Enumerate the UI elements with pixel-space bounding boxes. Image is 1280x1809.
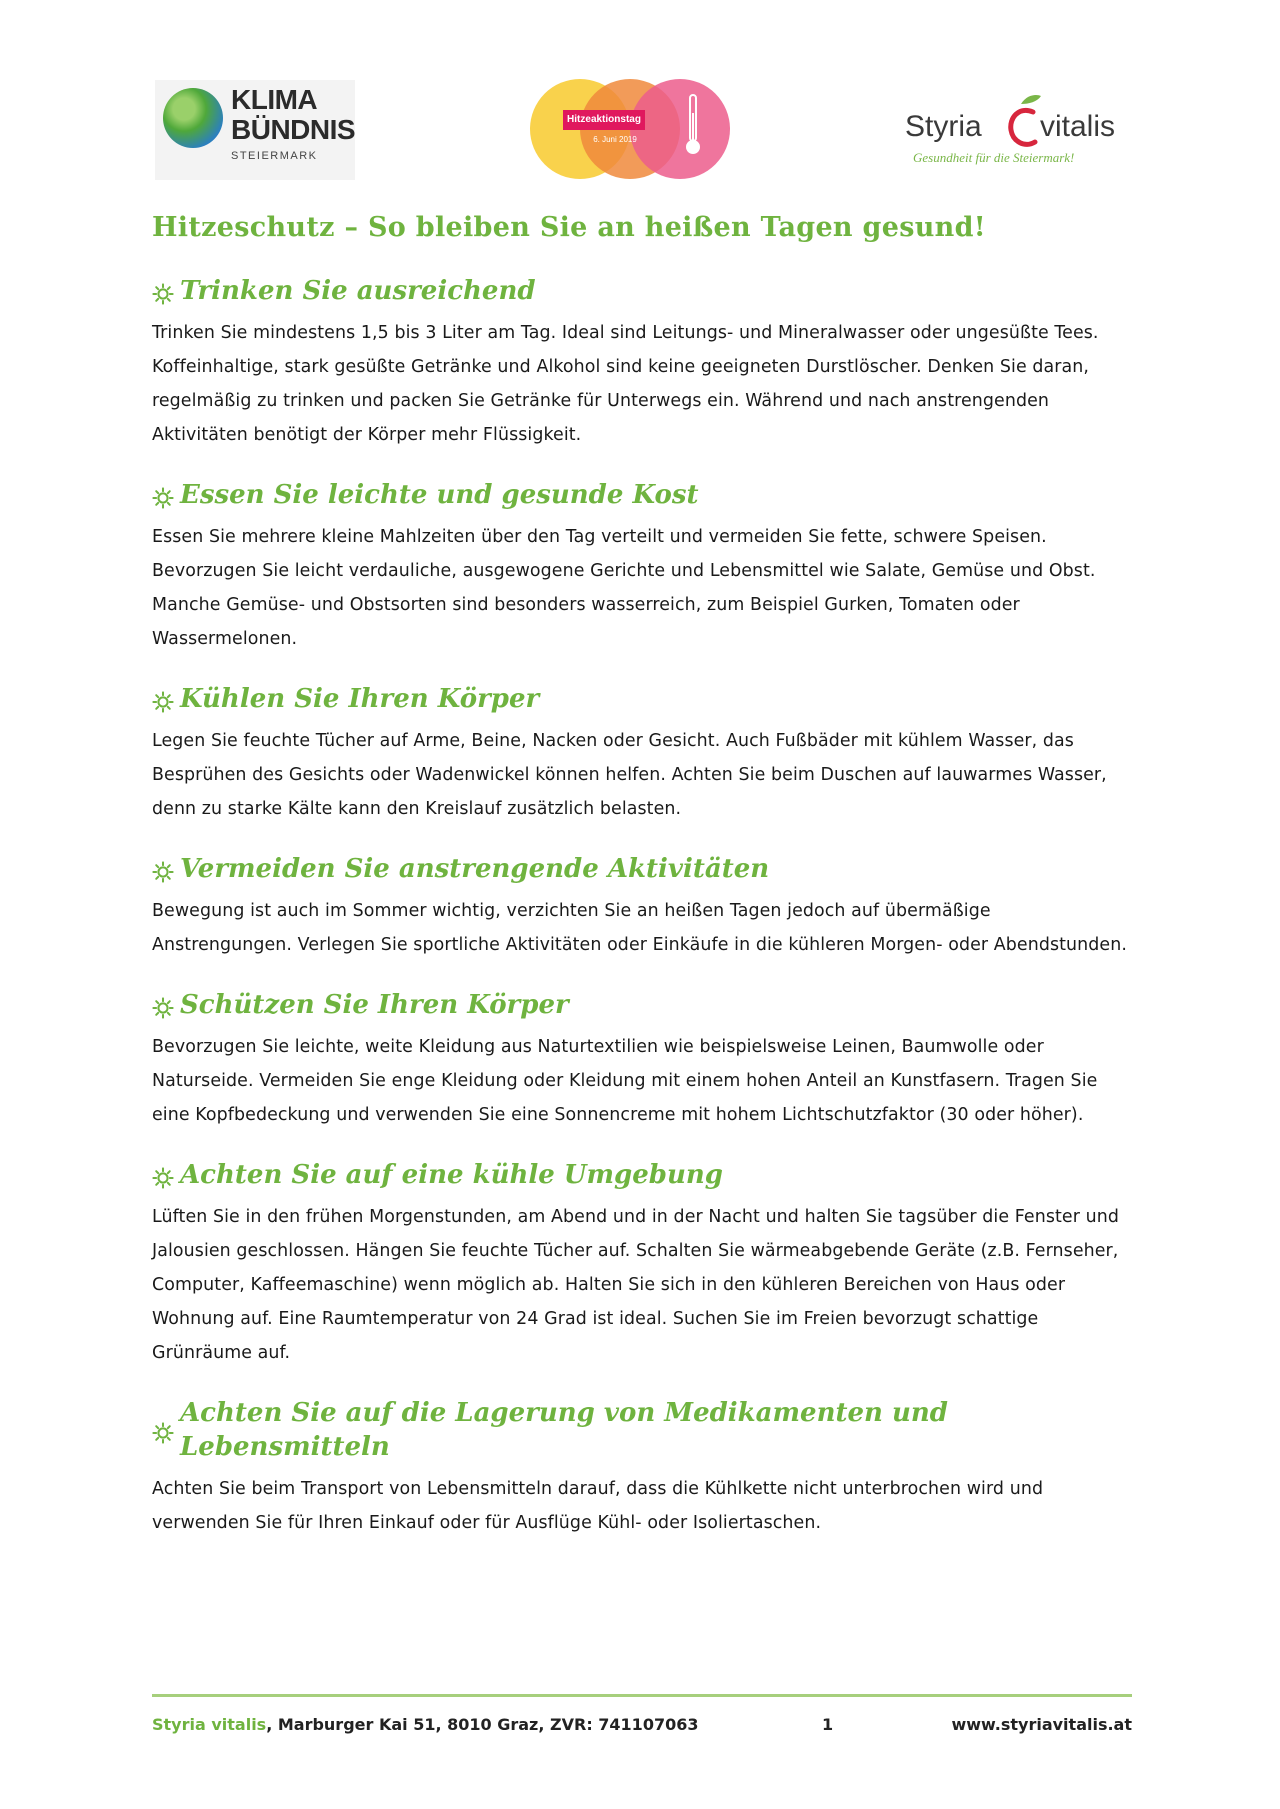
section [152,682,1132,826]
document-body [152,208,1132,1540]
footer-address: , Marburger Kai 51, 8010 Graz, ZVR: 741107063 [266,1715,699,1734]
globe-icon [163,88,223,148]
vitalis-logo-word: vitalis [1040,110,1116,143]
section-heading [152,988,1132,1022]
footer-address-line [152,1710,698,1740]
styria-tagline: Gesundheit für die Steiermark! [913,150,1075,165]
hitzeaktionstag-logo [525,75,730,180]
klima-logo-line1: KLIMA [231,84,318,115]
section-heading [152,1396,1132,1464]
section [152,274,1132,452]
section-text: Bevorzugen Sie leichte, weite Kleidung aus Naturtextilien wie beispielsweise Leinen, Baumwolle oder Naturseide. Vermeiden Sie enge Kleidung oder Kleidung mit einem hohen Anteil an Kunstfasern. Tragen Sie eine Kopfbedeckung und verwenden Sie eine Sonnencreme mit hohem Lichtschutzfaktor (30 oder höher). [152,1037,1098,1125]
section-text: Achten Sie beim Transport von Lebensmitteln darauf, dass die Kühlkette nicht unterbrochen wird und verwenden Sie für Ihren Einkauf oder für Ausflüge Kühl- oder Isoliertaschen. [152,1479,1044,1533]
styria-vitalis-logo [905,82,1125,172]
section-heading [152,1158,1132,1192]
section-heading [152,852,1132,886]
section-text: Legen Sie feuchte Tücher auf Arme, Beine, Nacken oder Gesicht. Auch Fußbäder mit kühlem Wasser, das Besprühen des Gesichts oder Wadenwickel können helfen. Achten Sie beim Duschen auf lauwarmes Wasser, denn zu starke Kälte kann den Kreislauf zusätzlich belasten. [152,731,1107,819]
section [152,478,1132,656]
sun-icon [152,280,174,302]
footer [152,1710,1132,1740]
styria-logo-word: Styria [905,110,982,143]
page-title: Hitzeschutz – So bleiben Sie an heißen Tagen gesund! [152,212,986,243]
sun-icon [152,994,174,1016]
page-number: 1 [822,1715,834,1734]
section-heading-text: Achten Sie auf eine kühle Umgebung [180,1160,723,1190]
sun-icon [152,1419,174,1441]
apple-icon [1007,92,1043,148]
section-heading-text: Kühlen Sie Ihren Körper [180,684,540,714]
section [152,988,1132,1132]
header [0,0,1280,190]
sun-icon [152,858,174,880]
section [152,852,1132,962]
section-heading-text: Achten Sie auf die Lagerung von Medikamenten und Lebensmitteln [180,1398,948,1462]
section-heading [152,682,1132,716]
section-text: Trinken Sie mindestens 1,5 bis 3 Liter am Tag. Ideal sind Leitungs- und Mineralwasser oder ungesüßte Tees. Koffeinhaltige, stark gesüßte Getränke und Alkohol sind keine geeigneten Durstlöscher. Denken Sie daran, regelmäßig zu trinken und packen Sie Getränke für Unterwegs ein. Während und nach anstrengenden Aktivitäten benötigt der Körper mehr Flüssigkeit. [152,323,1099,445]
footer-website: www.styriavitalis.at [951,1715,1132,1734]
section [152,1396,1132,1540]
sections-list [152,274,1132,1540]
section-heading-text: Trinken Sie ausreichend [180,276,536,306]
logo-circle-pink [630,79,730,179]
section-heading [152,274,1132,308]
sun-icon [152,484,174,506]
section-text: Essen Sie mehrere kleine Mahlzeiten über den Tag verteilt und vermeiden Sie fette, schwere Speisen. Bevorzugen Sie leicht verdauliche, ausgewogene Gerichte und Lebensmittel wie Salate, Gemüse und Obst. Manche Gemüse- und Obstsorten sind besonders wasserreich, zum Beispiel Gurken, Tomaten oder Wassermelonen. [152,527,1096,649]
footer-brand: Styria vitalis [152,1715,267,1734]
section-heading-text: Schützen Sie Ihren Körper [180,990,569,1020]
section-heading-text: Essen Sie leichte und gesunde Kost [180,480,699,510]
section-heading-text: Vermeiden Sie anstrengende Aktivitäten [180,854,770,884]
sun-icon [152,688,174,710]
hitze-date: 6. Juni 2019 [593,135,637,144]
thermometer-icon [685,93,701,157]
sun-icon [152,1164,174,1186]
klima-logo-line3: STEIERMARK [231,150,318,162]
klimabuendnis-logo [155,80,355,180]
section [152,1158,1132,1370]
hitze-label: Hitzeaktionstag [563,110,645,130]
section-heading [152,478,1132,512]
section-text: Bewegung ist auch im Sommer wichtig, verzichten Sie an heißen Tagen jedoch auf übermäßige Anstrengungen. Verlegen Sie sportliche Aktivitäten oder Einkäufe in die kühleren Morgen- oder Abendstunden. [152,901,1127,955]
klima-logo-line2: BÜNDNIS [231,114,356,145]
footer-divider [152,1694,1132,1697]
section-text: Lüften Sie in den frühen Morgenstunden, am Abend und in der Nacht und halten Sie tagsüber die Fenster und Jalousien geschlossen. Hängen Sie feuchte Tücher auf. Schalten Sie wärmeabgebende Geräte (z.B. Fernseher, Computer, Kaffeemaschine) wenn möglich ab. Halten Sie sich in den kühleren Bereichen von Haus oder Wohnung auf. Eine Raumtemperatur von 24 Grad ist ideal. Suchen Sie im Freien bevorzugt schattige Grünräume auf. [152,1207,1119,1363]
